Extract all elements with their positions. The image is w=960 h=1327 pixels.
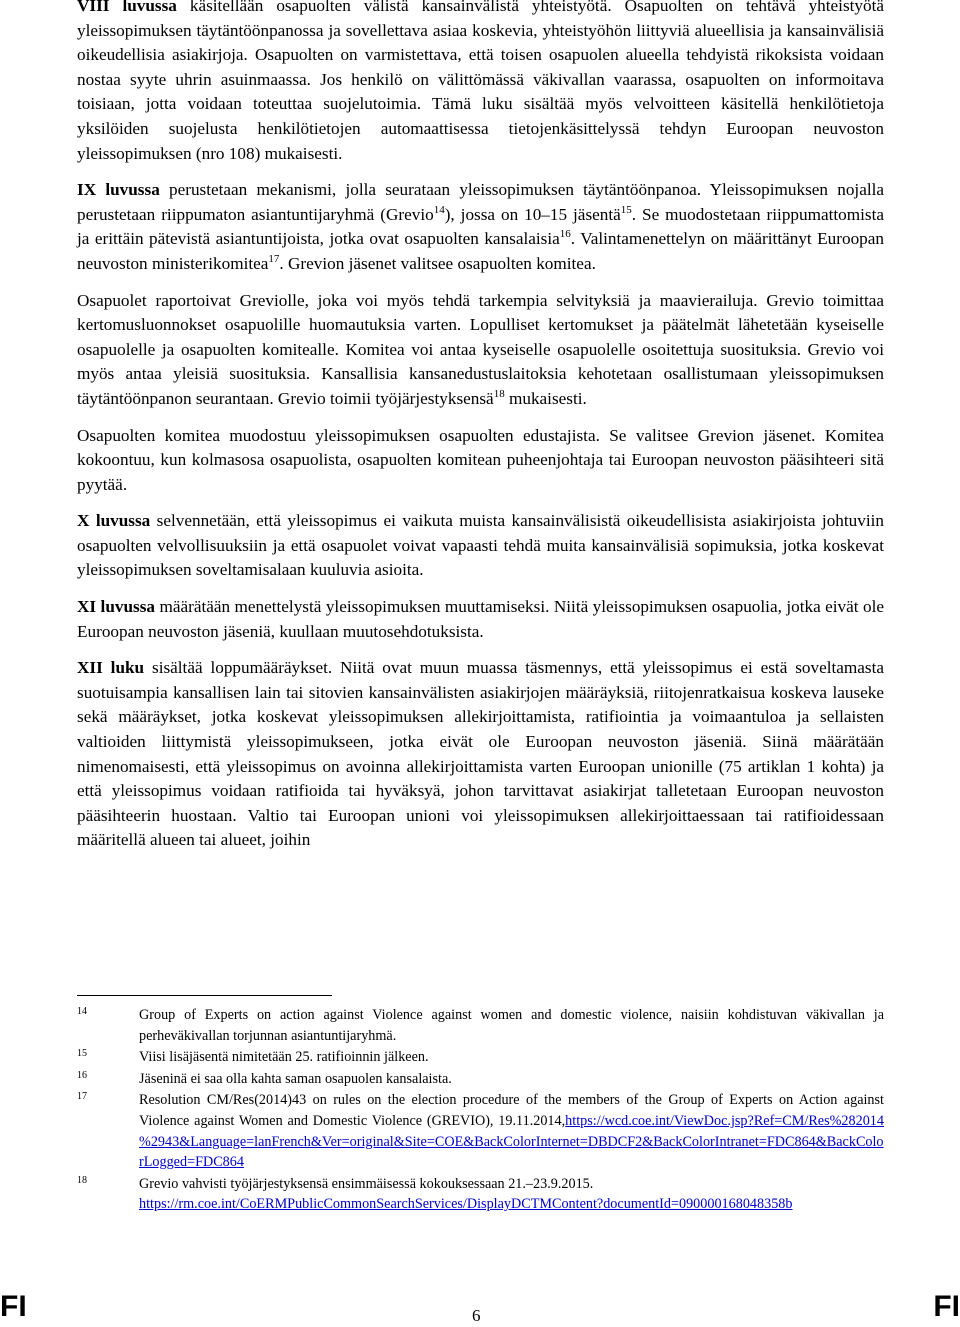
chapter-heading: IX luvussa — [77, 180, 160, 200]
footnote-ref-16[interactable]: 16 — [559, 228, 571, 241]
footer-language-left: FI — [0, 1290, 27, 1323]
paragraph-chapter-viii: VIII luvussa käsitellään osapuolten välistä kansainvälistä yhteistyötä. Osapuolten on tehtävä yhteistyötä yleissopimuksen täytäntöönpanossa ja sovellettava asiaa koskevia, yhteistyöhön liittyviä alueellisia ja kansainvälisiä oikeudellisia asiakirjoja. Osapuolten on varmistettava, että toisen osapuolen alueella tehdyistä rikoksista voidaan nostaa syyte uhrin asuinmaassa. Jos henkilö on välittömässä väkivallan vaarassa, osapuolten on informoitava toisiaan, jotta voidaan toteuttaa suojelutoimia. Tämä luku sisältää myös velvoitteen käsitellä henkilötietoja yksilöiden suojelusta henkilötietojen automaattisessa tietojenkäsittelyssä tehdyn Euroopan neuvoston yleissopimuksen (nro 108) mukaisesti. — [77, 0, 884, 166]
paragraph-reporting: Osapuolet raportoivat Greviolle, joka voi myös tehdä tarkempia selvityksiä ja maavierailuja. Grevio toimittaa kertomusluonnokset osapuolille huomautuksia varten. Lopulliset kertomukset ja päätelmät lähetetään kyseiselle osapuolelle ja osapuolten komitealle. Komitea voi antaa kyseiselle osapuolelle osoitettuja suosituksia. Grevio voi myös antaa yleisiä suosituksia. Kansallisia kansanedustuslaitoksia kehotetaan osallistumaan yleissopimuksen täytäntöönpanon seurantaan. Grevio toimii työjärjestyksensä$^{18}$ mukaisesti. — [77, 290, 884, 408]
footnote-ref-14[interactable]: 14 — [433, 203, 445, 216]
chapter-heading: X luvussa — [77, 511, 151, 531]
footnote-text: Resolution CM/Res(2014)43 on rules on the election procedure of the members of the Group of Experts on Action against Violence against Women and Domestic Violence (GREVIO), 19.11.2014, — [139, 1092, 884, 1129]
footnote-number: 16 — [77, 1069, 87, 1081]
footnote-18 — [77, 1174, 884, 1215]
footer-language-right: FI — [933, 1290, 960, 1323]
paragraph-chapter-xii: XII luku sisältää loppumääräykset. Niitä ovat muun muassa täsmennys, että yleissopimus ei estä soveltamasta suotuisampia kansallisen lain tai sitovien kansainvälisten asiakirjojen määräyksiä, riitojenratkaisua koskeva lauseke sekä määräykset, jotka koskevat yleissopimuksen allekirjoittamista, ratifiointia ja voimaantuloa ja sellaisten valtioiden liittymistä yleissopimukseen, jotka eivät ole Euroopan neuvoston jäseniä. Siinä määrätään nimenomaisesti, että yleissopimus on avoinna allekirjoittamista varten Euroopan unionille (75 artiklan 1 kohta) ja että yleissopimus voidaan ratifioida tai hyväksyä, johon tarvittavat asiakirjat talletetaan Euroopan neuvoston pääsihteerin huostaan. Valtio tai Euroopan unioni voi yleissopimuksen allekirjoittaessaan tai ratifioidessaan määritellä alueen tai alueet, joihin — [77, 658, 884, 850]
footnote-17 — [77, 1090, 884, 1172]
footnote-ref-17[interactable]: 17 — [268, 252, 280, 265]
footnote-number: 14 — [77, 1006, 87, 1017]
chapter-heading: XI luvussa — [77, 597, 156, 617]
paragraph-chapter-x: X luvussa selvennetään, että yleissopimus ei vaikuta muista kansainvälisistä oikeudellisista asiakirjoista johtuviin osapuolten velvollisuuksiin ja että osapuolet voivat vapaasti tehdä muita kansainvälisiä sopimuksia, jotka koskevat yleissopimuksen soveltamisalaan kuuluvia asioita. — [77, 511, 884, 580]
document-body — [77, 0, 884, 853]
page-number: 6 — [472, 1306, 481, 1325]
footnote-text: Group of Experts on action against Violence against women and domestic violence, naisiin kohdistuvan väkivallan ja perheväkivallan torjunnan asiantuntijaryhmä. — [139, 1007, 884, 1044]
footnote-number: 17 — [77, 1091, 87, 1103]
footnote-ref-18[interactable]: 18 — [493, 387, 505, 400]
chapter-heading: VIII luvussa — [77, 0, 177, 15]
footnote-link[interactable]: https://rm.coe.int/CoERMPublicCommonSearchServices/DisplayDCTMContent?documentId=090000168048358b — [139, 1196, 793, 1213]
footnote-14 — [77, 1005, 884, 1046]
footnote-text: Viisi lisäjäsentä nimitetään 25. ratifioinnin jälkeen. — [139, 1049, 429, 1066]
paragraph-committee: Osapuolten komitea muodostuu yleissopimuksen osapuolten edustajista. Se valitsee Grevion jäsenet. Komitea kokoontuu, kun kolmasosa osapuolista, osapuolten komitean puheenjohtaja tai Euroopan neuvoston pääsihteeri sitä pyytää. — [77, 425, 884, 494]
paragraph-chapter-ix: IX luvussa perustetaan mekanismi, jolla seurataan yleissopimuksen täytäntöönpanoa. Yleissopimuksen nojalla perustetaan riippumaton asiantuntijaryhmä (Grevio$^{14}$), jossa on 10–15 jäsentä$^{15}$. Se muodostetaan riippumattomista ja erittäin pätevistä asiantuntijoista, jotka ovat osapuolten kansalaisia$^{16}$. Valintamenettelyn on määrittänyt Euroopan neuvoston ministerikomitea$^{17}$. Grevion jäsenet valitsee osapuolten komitea. — [77, 180, 885, 273]
footnote-separator — [77, 995, 332, 996]
footnote-16 — [77, 1069, 884, 1090]
footnote-number: 15 — [77, 1048, 87, 1060]
footnote-text: Grevio vahvisti työjärjestyksensä ensimmäisessä kokouksessaan 21.–23.9.2015. — [139, 1175, 594, 1192]
footnote-ref-15[interactable]: 15 — [620, 203, 632, 216]
chapter-heading: XII luku — [77, 658, 145, 678]
paragraph-chapter-xi: XI luvussa määrätään menettelystä yleissopimuksen muuttamiseksi. Niitä yleissopimuksen osapuolia, jotka eivät ole Euroopan neuvoston jäseniä, kuullaan muutosehdotuksista. — [77, 597, 884, 641]
footnote-number: 18 — [77, 1174, 87, 1186]
footnote-text: Jäseninä ei saa olla kahta saman osapuolen kansalaista. — [139, 1070, 452, 1087]
footnotes — [77, 1005, 884, 1216]
footnote-link[interactable]: https://wcd.coe.int/ViewDoc.jsp?Ref=CM/Res%282014 %2943&Language=lanFrench&Ver=original&Site=COE&BackColorInternet=DBDCF2&BackColorIntranet=FDC864&BackColorLogged=FDC864 — [139, 1112, 884, 1171]
footnote-15 — [77, 1047, 884, 1068]
